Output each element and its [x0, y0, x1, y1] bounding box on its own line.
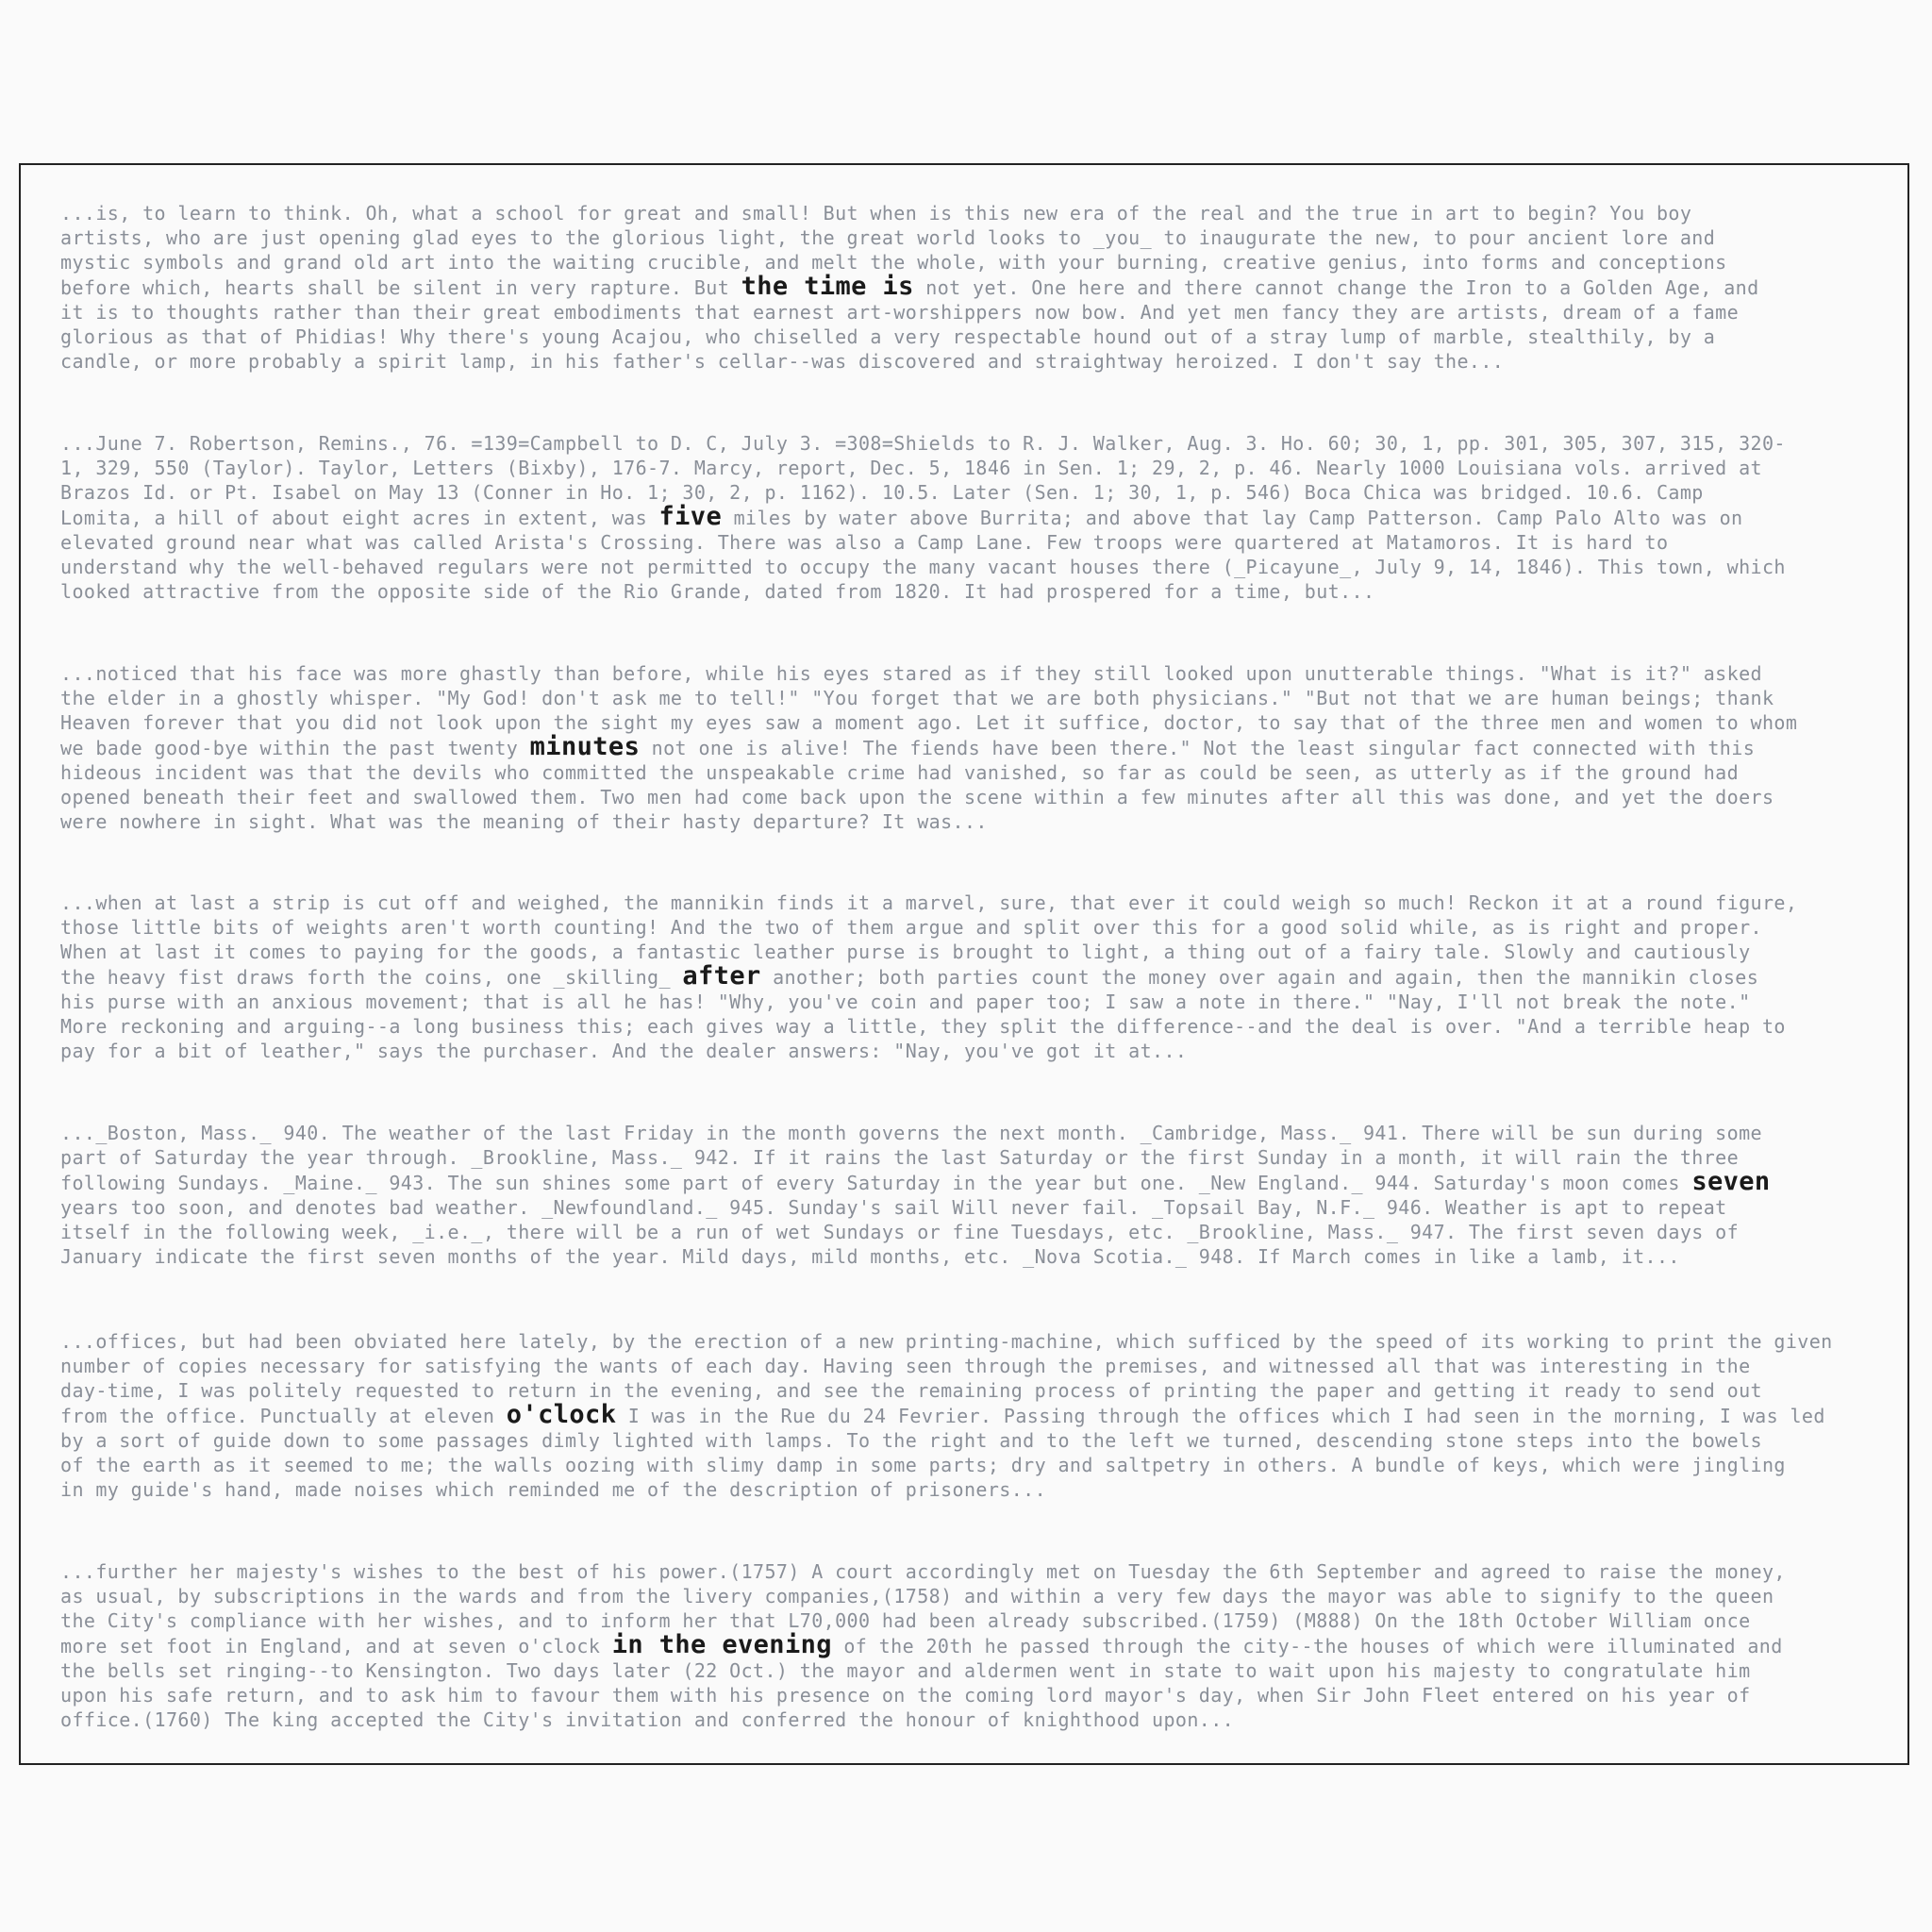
passage-3	[60, 661, 1909, 834]
passage-text-after: another; both parties count the money over again and again, then the mannikin closes his purse with an anxious movement; that is all he has! "Why, you've coin and paper too; I saw a note in there." "Nay, I'll not break the note." More reckoning and arguing--a long business this; each gives way a little, they split the difference--and the deal is over. "And a terrible heap to pay for a bit of leather," says the purchaser. And the dealer answers: "Nay, you've got it at...	[60, 966, 1786, 1062]
passage-text-after: not yet. One here and there cannot change the Iron to a Golden Age, and it is to thoughts rather than their great embodiments that earnest art-worshippers now bow. And yet men fancy they are artists, dream of a fame glorious as that of Phidias! Why there's young Acajou, who chiselled a very respectable hound out of a stray lump of marble, stealthily, by a candle, or more probably a spirit lamp, in his father's cellar--was discovered and straightway heroized. I don't say the...	[60, 276, 1759, 373]
highlighted-phrase: after	[682, 961, 761, 991]
highlighted-phrase: the time is	[741, 272, 914, 301]
passage-text-before: ...is, to learn to think. Oh, what a school for great and small! But when is this new era of the real and the true in art to begin? You boy artists, who are just opening glad eyes to the glorious light, the great world looks to _you_ to inaugurate the new, to pour ancient lore and mystic symbols and grand old art into the waiting crucible, and melt the whole, with your burning, creative genius, into forms and conceptions before which, hearts shall be silent in very rapture. But	[60, 202, 1727, 299]
passage-text-before: ...offices, but had been obviated here lately, by the erection of a new printing-machine, which sufficed by the speed of its working to print the given number of copies necessary for satisfying the wants of each day. Having seen through the premises, and witnessed all that was interesting in the day-time, I was politely requested to return in the evening, and see the remaining process of printing the paper and getting it ready to send out from the office. Punctually at eleven	[60, 1330, 1833, 1427]
highlighted-phrase: in the evening	[611, 1630, 832, 1659]
highlighted-phrase: minutes	[529, 732, 641, 761]
passage-text-before: ..._Boston, Mass._ 940. The weather of the last Friday in the month governs the next month. _Cambridge, Mass._ 941. There will be sun during some part of Saturday the year through. _Brookline, Mass._ 942. If it rains the last Saturday or the first Sunday in a month, it will rain the three following Sundays. _Maine._ 943. The sun shines some part of every Saturday in the year but one. _New England._ 944. Saturday's moon comes	[60, 1122, 1762, 1194]
passage-7	[60, 1559, 1909, 1732]
passage-text-before: ...June 7. Robertson, Remins., 76. =139=Campbell to D. C, July 3. =308=Shields to R. J. Walker, Aug. 3. Ho. 60; 30, 1, pp. 301, 305, 307, 315, 320- 1, 329, 550 (Taylor). Taylor, Letters (Bixby), 176-7. Marcy, report, Dec. 5, 1846 in Sen. 1; 29, 2, p. 46. Nearly 1000 Louisiana vols. arrived at Brazos Id. or Pt. Isabel on May 13 (Conner in Ho. 1; 30, 2, p. 1162). 10.5. Later (Sen. 1; 30, 1, p. 546) Boca Chica was bridged. 10.6. Camp Lomita, a hill of about eight acres in extent, was	[60, 432, 1786, 529]
passage-4	[60, 891, 1909, 1063]
passage-text-before: ...when at last a strip is cut off and weighed, the mannikin finds it a marvel, sure, that ever it could weigh so much! Reckon it at a round figure, those little bits of weights aren't worth counting! And the two of them argue and split over this for a good solid while, as is right and proper. When at last it comes to paying for the goods, a fantastic leather purse is brought to light, a thing out of a fairy tale. Slowly and cautiously the heavy fist draws forth the coins, one _skilling_	[60, 891, 1798, 989]
passage-text-before: ...noticed that his face was more ghastly than before, while his eyes stared as if they still looked upon unutterable things. "What is it?" asked the elder in a ghostly whisper. "My God! don't ask me to tell!" "You forget that we are both physicians." "But not that we are human beings; thank Heaven forever that you did not look upon the sight my eyes saw a moment ago. Let it suffice, doctor, to say that of the three men and women to whom we bade good-bye within the past twenty	[60, 662, 1798, 759]
passage-text-before: ...further her majesty's wishes to the best of his power.(1757) A court accordingly met on Tuesday the 6th September and agreed to raise the money, as usual, by subscriptions in the wards and from the livery companies,(1758) and within a very few days the mayor was able to signify to the queen the City's compliance with her wishes, and to inform her that L70,000 had been already subscribed.(1759) (M888) On the 18th October William once more set foot in England, and at seven o'clock	[60, 1560, 1786, 1657]
passage-text-after: miles by water above Burrita; and above that lay Camp Patterson. Camp Palo Alto was on elevated ground near what was called Arista's Crossing. There was also a Camp Lane. Few troops were quartered at Matamoros. It is hard to understand why the well-behaved regulars were not permitted to occupy the many vacant houses there (_Picayune_, July 9, 14, 1846). This town, which looked attractive from the opposite side of the Rio Grande, dated from 1820. It had prospered for a time, but...	[60, 507, 1786, 603]
passage-6	[60, 1329, 1909, 1502]
passage-text-after: I was in the Rue du 24 Fevrier. Passing through the offices which I had seen in the morning, I was led by a sort of guide down to some passages dimly lighted with lamps. To the right and to the left we turned, descending stone steps into the bowels of the earth as it seemed to me; the walls oozing with slimy damp in some parts; dry and saltpetry in others. A bundle of keys, which were jingling in my guide's hand, made noises which reminded me of the description of prisoners...	[60, 1405, 1825, 1501]
highlighted-phrase: seven	[1691, 1167, 1771, 1196]
passage-2	[60, 431, 1909, 604]
highlighted-phrase: five	[658, 502, 723, 531]
passage-5	[60, 1121, 1909, 1269]
passage-1	[60, 201, 1909, 374]
highlighted-phrase: o'clock	[506, 1400, 617, 1429]
passage-text-after: years too soon, and denotes bad weather. _Newfoundland._ 945. Sunday's sail Will never fail. _Topsail Bay, N.F._ 946. Weather is apt to repeat itself in the following week, _i.e._, there will be a run of wet Sundays or fine Tuesdays, etc. _Brookline, Mass._ 947. The first seven days of January indicate the first seven months of the year. Mild days, mild months, etc. _Nova Scotia._ 948. If March comes in like a lamb, it...	[60, 1196, 1740, 1268]
passage-text-after: of the 20th he passed through the city--the houses of which were illuminated and the bells set ringing--to Kensington. Two days later (22 Oct.) the mayor and aldermen went in state to wait upon his majesty to congratulate him upon his safe return, and to ask him to favour them with his presence on the coming lord mayor's day, when Sir John Fleet entered on his year of office.(1760) The king accepted the City's invitation and conferred the honour of knighthood upon...	[60, 1635, 1783, 1731]
passage-text-after: not one is alive! The fiends have been there." Not the least singular fact connected with this hideous incident was that the devils who committed the unspeakable crime had vanished, so far as could be seen, as utterly as if the ground had opened beneath their feet and swallowed them. Two men had come back upon the scene within a few minutes after all this was done, and yet the doers were nowhere in sight. What was the meaning of their hasty departure? It was...	[60, 737, 1774, 833]
